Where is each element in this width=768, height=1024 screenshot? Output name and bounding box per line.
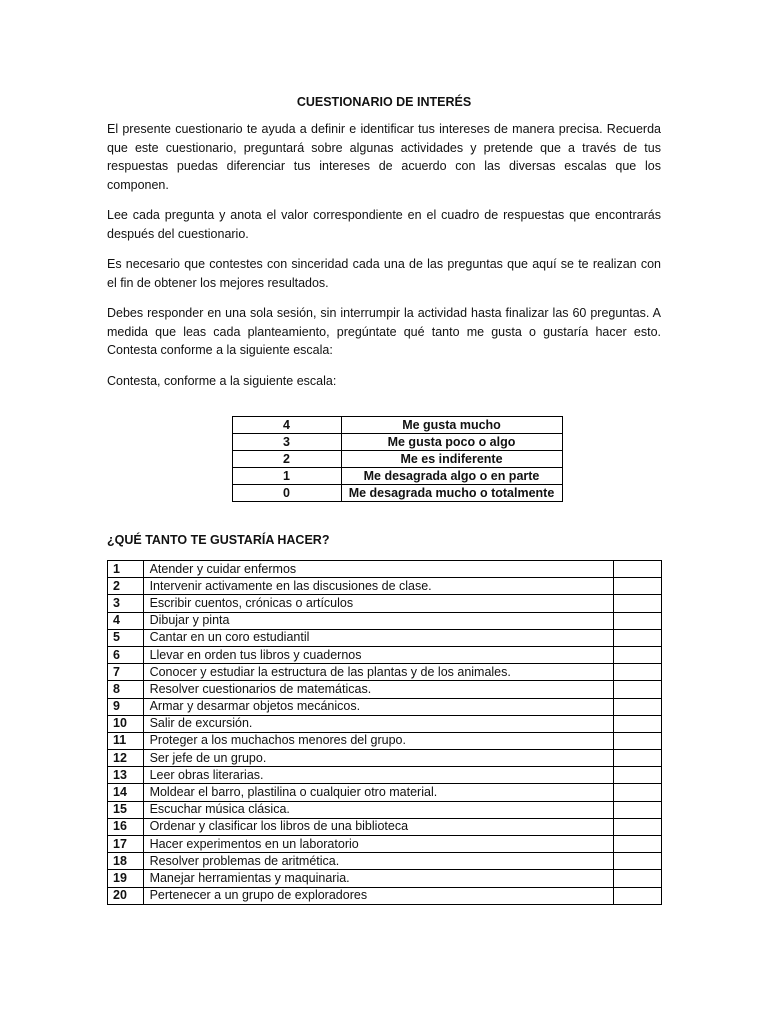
instructions-paragraph: Lee cada pregunta y anota el valor correspondiente en el cuadro de respuestas que encontrarás después del cuestionario.	[107, 208, 661, 241]
scale-row	[232, 485, 562, 502]
answer-cell[interactable]	[614, 715, 662, 732]
scale-table-wrapper	[107, 416, 661, 502]
answer-cell[interactable]	[614, 767, 662, 784]
question-text: Armar y desarmar objetos mecánicos.	[143, 698, 614, 715]
question-text: Atender y cuidar enfermos	[143, 561, 614, 578]
question-number: 12	[108, 750, 144, 767]
question-number: 15	[108, 801, 144, 818]
intro-paragraph: El presente cuestionario te ayuda a definir e identificar tus intereses de manera precisa. Recuerda que este cuestionario, preguntará sobre algunas actividades y pretende que a través de tus respuestas puedas diferenciar tus intereses de acuerdo con las diversas escalas que los componen.	[107, 122, 661, 192]
scale-label: Me desagrada algo o en parte	[341, 468, 562, 485]
answer-cell[interactable]	[614, 681, 662, 698]
question-text: Resolver cuestionarios de matemáticas.	[143, 681, 614, 698]
question-row	[108, 646, 662, 663]
question-number: 18	[108, 853, 144, 870]
scale-value: 3	[232, 434, 341, 451]
scale-row	[232, 434, 562, 451]
question-row	[108, 681, 662, 698]
question-text: Cantar en un coro estudiantil	[143, 629, 614, 646]
questions-table	[107, 560, 662, 905]
question-row	[108, 853, 662, 870]
question-row	[108, 629, 662, 646]
scale-value: 4	[232, 417, 341, 434]
scale-row	[232, 468, 562, 485]
answer-cell[interactable]	[614, 887, 662, 904]
question-number: 14	[108, 784, 144, 801]
scale-value: 2	[232, 451, 341, 468]
question-number: 5	[108, 629, 144, 646]
scale-value: 0	[232, 485, 341, 502]
scale-row	[232, 417, 562, 434]
question-text: Escuchar música clásica.	[143, 801, 614, 818]
answer-cell[interactable]	[614, 784, 662, 801]
question-row	[108, 870, 662, 887]
question-number: 19	[108, 870, 144, 887]
answer-cell[interactable]	[614, 732, 662, 749]
scale-label: Me es indiferente	[341, 451, 562, 468]
question-number: 1	[108, 561, 144, 578]
question-number: 10	[108, 715, 144, 732]
question-row	[108, 612, 662, 629]
question-text: Pertenecer a un grupo de exploradores	[143, 887, 614, 904]
question-number: 2	[108, 578, 144, 595]
question-number: 6	[108, 646, 144, 663]
question-row	[108, 887, 662, 904]
scale-value: 1	[232, 468, 341, 485]
questions-heading: ¿QUÉ TANTO TE GUSTARÍA HACER?	[107, 533, 330, 547]
question-text: Intervenir activamente en las discusiones de clase.	[143, 578, 614, 595]
question-row	[108, 801, 662, 818]
question-text: Hacer experimentos en un laboratorio	[143, 836, 614, 853]
question-number: 20	[108, 887, 144, 904]
question-text: Salir de excursión.	[143, 715, 614, 732]
answer-cell[interactable]	[614, 698, 662, 715]
question-text: Manejar herramientas y maquinaria.	[143, 870, 614, 887]
question-row	[108, 698, 662, 715]
scale-label: Me desagrada mucho o totalmente	[341, 485, 562, 502]
question-row	[108, 578, 662, 595]
question-text: Ser jefe de un grupo.	[143, 750, 614, 767]
question-text: Llevar en orden tus libros y cuadernos	[143, 646, 614, 663]
question-row	[108, 818, 662, 835]
answer-cell[interactable]	[614, 853, 662, 870]
question-number: 11	[108, 732, 144, 749]
answer-cell[interactable]	[614, 750, 662, 767]
answer-cell[interactable]	[614, 664, 662, 681]
question-text: Conocer y estudiar la estructura de las plantas y de los animales.	[143, 664, 614, 681]
question-number: 3	[108, 595, 144, 612]
sincerity-paragraph: Es necesario que contestes con sinceridad cada una de las preguntas que aquí se te realizan con el fin de obtener los mejores resultados.	[107, 257, 661, 290]
answer-cell[interactable]	[614, 801, 662, 818]
document-title: CUESTIONARIO DE INTERÉS	[296, 95, 472, 109]
answer-cell[interactable]	[614, 612, 662, 629]
question-number: 17	[108, 836, 144, 853]
question-row	[108, 732, 662, 749]
scale-label: Me gusta poco o algo	[341, 434, 562, 451]
answer-cell[interactable]	[614, 870, 662, 887]
question-row	[108, 836, 662, 853]
question-row	[108, 561, 662, 578]
question-row	[108, 595, 662, 612]
answer-cell[interactable]	[614, 595, 662, 612]
question-text: Leer obras literarias.	[143, 767, 614, 784]
question-text: Dibujar y pinta	[143, 612, 614, 629]
answer-cell[interactable]	[614, 561, 662, 578]
scale-table	[232, 416, 563, 502]
question-text: Escribir cuentos, crónicas o artículos	[143, 595, 614, 612]
question-text: Resolver problemas de aritmética.	[143, 853, 614, 870]
scale-row	[232, 451, 562, 468]
question-row	[108, 664, 662, 681]
question-number: 4	[108, 612, 144, 629]
session-paragraph: Debes responder en una sola sesión, sin interrumpir la actividad hasta finalizar las 60 preguntas. A medida que leas cada planteamiento, pregúntate qué tanto me gusta o gustaría hacer esto. Contesta conforme a la siguiente escala:	[107, 306, 661, 357]
answer-cell[interactable]	[614, 578, 662, 595]
question-text: Ordenar y clasificar los libros de una biblioteca	[143, 818, 614, 835]
scale-label: Me gusta mucho	[341, 417, 562, 434]
question-row	[108, 784, 662, 801]
question-row	[108, 767, 662, 784]
document-page	[107, 94, 661, 905]
answer-cell[interactable]	[614, 836, 662, 853]
question-number: 13	[108, 767, 144, 784]
question-text: Moldear el barro, plastilina o cualquier otro material.	[143, 784, 614, 801]
answer-cell[interactable]	[614, 818, 662, 835]
scale-intro-paragraph: Contesta, conforme a la siguiente escala:	[107, 373, 337, 388]
question-number: 7	[108, 664, 144, 681]
question-number: 8	[108, 681, 144, 698]
answer-cell[interactable]	[614, 629, 662, 646]
question-row	[108, 750, 662, 767]
question-text: Proteger a los muchachos menores del grupo.	[143, 732, 614, 749]
question-number: 9	[108, 698, 144, 715]
answer-cell[interactable]	[614, 646, 662, 663]
question-row	[108, 715, 662, 732]
question-number: 16	[108, 818, 144, 835]
